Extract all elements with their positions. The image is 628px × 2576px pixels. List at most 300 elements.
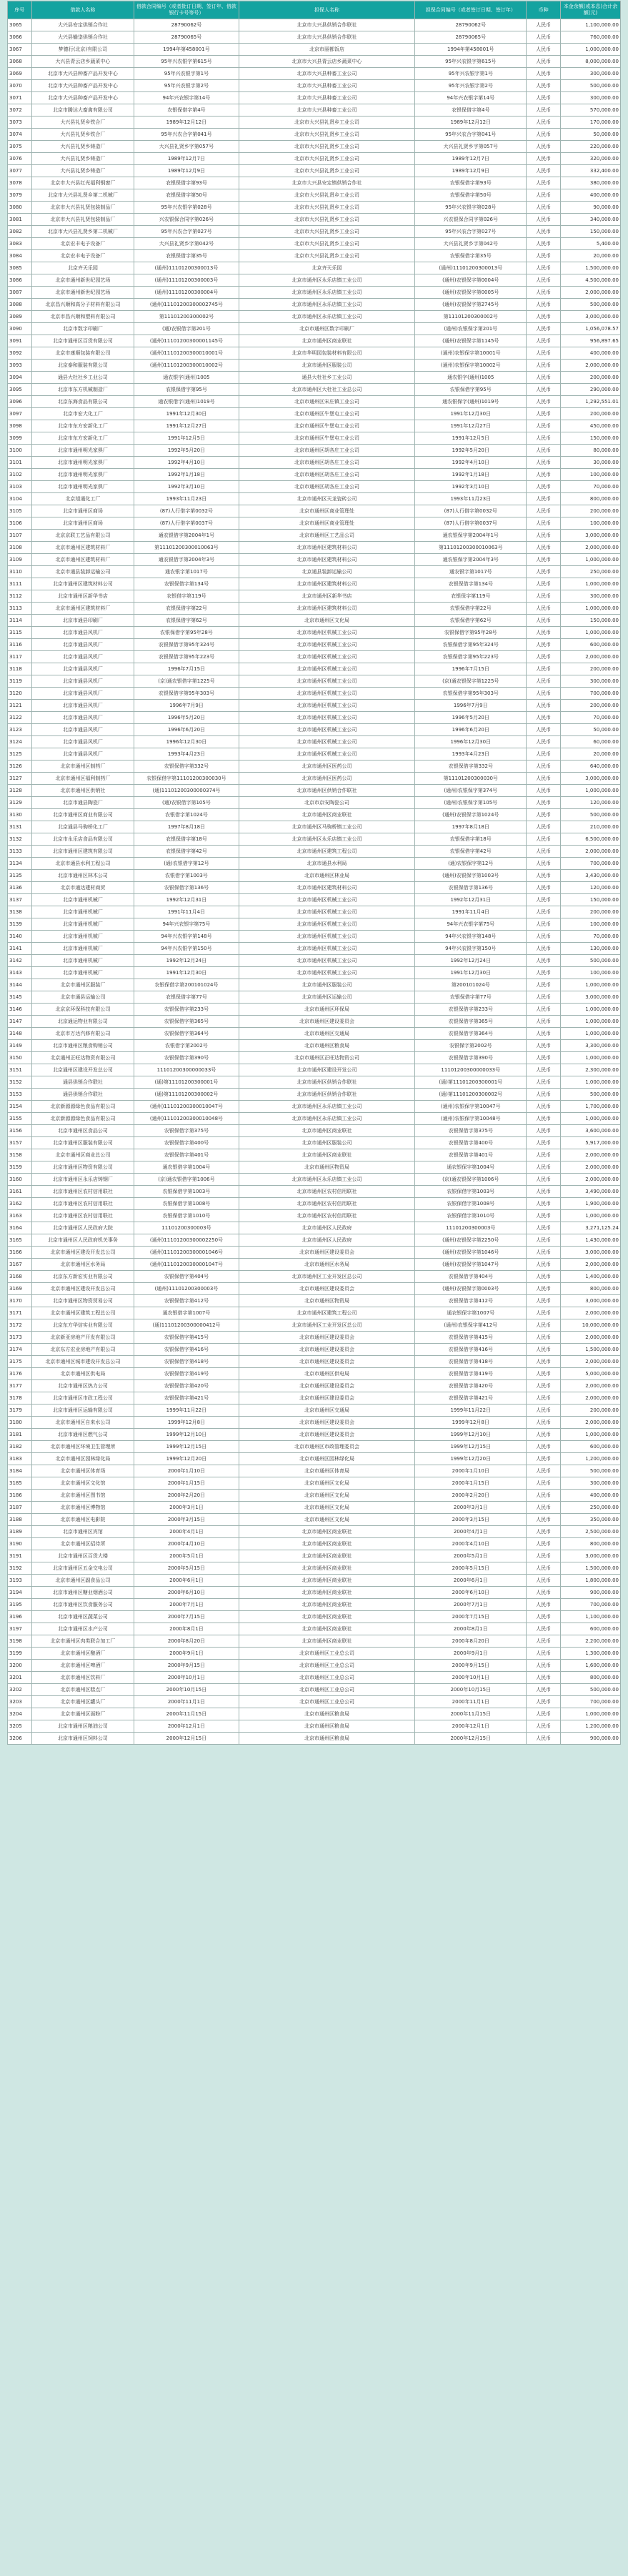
cell-seq: 3075 [8,141,32,153]
cell-guarantee-contract: 95年兴农合字第027号 [415,226,527,238]
cell-loan-contract: 2000年2月20日 [134,1490,239,1502]
cell-seq: 3162 [8,1198,32,1210]
cell-borrower: 北京宏丰电子设备厂 [31,250,134,262]
cell-guarantor: 北京市通州区机械工业公司 [239,712,415,724]
table-row [8,80,621,92]
cell-currency: 人民币 [527,1502,561,1514]
cell-seq: 3145 [8,991,32,1004]
cell-borrower: 北京市通州区燃气公司 [31,1429,134,1441]
cell-balance: 2,000,000.00 [561,1392,621,1405]
cell-currency: 人民币 [527,931,561,943]
cell-currency: 人民币 [527,1538,561,1550]
table-row [8,675,621,688]
cell-guarantee-contract: 农银保借字第1010号 [415,1210,527,1222]
cell-balance: 70,000.00 [561,712,621,724]
cell-loan-contract: 1996年7月9日 [134,700,239,712]
cell-borrower: 北京市通州区糖业烟酒公司 [31,1587,134,1599]
table-row [8,384,621,396]
cell-balance: 200,000.00 [561,372,621,384]
cell-guarantor: 北京市通州区交通局 [239,1405,415,1417]
cell-borrower: 北京市通州机械厂 [31,906,134,918]
cell-seq: 3144 [8,979,32,991]
table-row [8,1648,621,1660]
cell-guarantee-contract: (通)第11101200300001号 [415,1076,527,1089]
cell-currency: 人民币 [527,1465,561,1477]
cell-balance: 300,000.00 [561,675,621,688]
cell-borrower: 北京旭通化工厂 [31,493,134,505]
cell-balance: 70,000.00 [561,481,621,493]
cell-guarantor: 北京市通州区商业联社 [239,1575,415,1587]
cell-guarantor: 北京市通州区机械工业公司 [239,967,415,979]
cell-borrower: 北京京联工艺品有限公司 [31,530,134,542]
cell-loan-contract: 95年兴农合字第027号 [134,226,239,238]
cell-borrower: 北京市通州机械厂 [31,918,134,931]
cell-guarantor: 北京市通州区机械工业公司 [239,639,415,651]
cell-currency: 人民币 [527,846,561,858]
cell-currency: 人民币 [527,1283,561,1295]
table-row [8,627,621,639]
cell-loan-contract: 1996年12月30日 [134,736,239,748]
cell-guarantor: 北京市通州区建设委员会 [239,1417,415,1429]
cell-seq: 3146 [8,1004,32,1016]
cell-borrower: 北京市通州区热力公司 [31,1380,134,1392]
cell-borrower: 大兴县青云店乡蔬菜中心 [31,56,134,68]
cell-loan-contract: 11101200300000033号 [134,1064,239,1076]
cell-balance: 100,000.00 [561,918,621,931]
cell-guarantee-contract: 大兴县礼贤乡字第042号 [415,238,527,250]
cell-borrower: 北京市通州明光家俱厂 [31,469,134,481]
cell-guarantor: 北京市通州区机械工业公司 [239,955,415,967]
cell-balance: 1,500,000.00 [561,1562,621,1575]
cell-loan-contract: 农银保借字第419号 [134,1368,239,1380]
cell-loan-contract: 95年兴农银字第1号 [134,68,239,80]
cell-guarantee-contract: 第11101200300030号 [415,773,527,785]
cell-guarantor: 北京市通州区商业联社 [239,1550,415,1562]
cell-currency: 人民币 [527,833,561,846]
cell-balance: 2,200,000.00 [561,1635,621,1648]
cell-seq: 3107 [8,530,32,542]
table-row [8,615,621,627]
cell-guarantor: 北京市通州区商业联社 [239,1526,415,1538]
table-row [8,1368,621,1380]
cell-guarantor: 北京市通州区建设委员会 [239,1247,415,1259]
cell-balance: 500,000.00 [561,1089,621,1101]
cell-loan-contract: (通)农银借字第12号 [134,858,239,870]
cell-guarantor: 北京市通州区林业局 [239,870,415,882]
cell-guarantor: 北京市通州区建筑材料公司 [239,578,415,590]
cell-borrower: 北京市通州区物资有限公司 [31,1161,134,1174]
table-row [8,566,621,578]
cell-loan-contract: 农银保借字第11101200300030号 [134,773,239,785]
table-row [8,238,621,250]
table-row [8,189,621,202]
cell-seq: 3168 [8,1271,32,1283]
cell-loan-contract: 农银保借字第18号 [134,833,239,846]
cell-balance: 500,000.00 [561,809,621,821]
cell-currency: 人民币 [527,1149,561,1161]
cell-guarantee-contract: 94年兴农银字第75号 [415,918,527,931]
cell-guarantee-contract: (通州)农银保字第10001号 [415,347,527,360]
header-borrower: 借款人名称 [31,1,134,19]
cell-balance: 1,900,000.00 [561,1198,621,1210]
cell-currency: 人民币 [527,238,561,250]
cell-borrower: 北京市大兴县种畜产品开发中心 [31,68,134,80]
cell-seq: 3193 [8,1575,32,1587]
cell-borrower: 北京市通州区林木公司 [31,870,134,882]
cell-seq: 3133 [8,846,32,858]
cell-seq: 3091 [8,335,32,347]
cell-currency: 人民币 [527,1696,561,1708]
cell-currency: 人民币 [527,1392,561,1405]
cell-loan-contract: 农银保借字第233号 [134,1004,239,1016]
cell-borrower: 通县供销合作联社 [31,1076,134,1089]
cell-loan-contract: 94年兴农银字第150号 [134,943,239,955]
cell-seq: 3087 [8,287,32,299]
cell-guarantor: 北京市大兴县礼贤乡工业公司 [239,238,415,250]
table-row [8,68,621,80]
cell-borrower: 北京市通州机械厂 [31,967,134,979]
cell-currency: 人民币 [527,1672,561,1684]
cell-guarantor: 北京市大兴县礼贤乡工业公司 [239,214,415,226]
cell-seq: 3094 [8,372,32,384]
cell-loan-contract: 1992年3月10日 [134,481,239,493]
cell-seq: 3196 [8,1611,32,1623]
cell-guarantor: 北京市通州区机械工业公司 [239,906,415,918]
cell-loan-contract: 1989年12月12日 [134,117,239,129]
cell-borrower: 北京市通州区水务局 [31,1259,134,1271]
cell-seq: 3150 [8,1052,32,1064]
cell-loan-contract: 2000年9月15日 [134,1660,239,1672]
cell-loan-contract: 1996年6月20日 [134,724,239,736]
cell-loan-contract: 农银保借字第95号 [134,384,239,396]
cell-loan-contract: 通农银借字第1004号 [134,1161,239,1174]
cell-balance: 8,000,000.00 [561,56,621,68]
cell-guarantor: 北京市通州区永乐店镇工业公司 [239,299,415,311]
cell-seq: 3070 [8,80,32,92]
cell-balance: 1,400,000.00 [561,1271,621,1283]
cell-loan-contract: (通州)11101200300013号 [134,262,239,274]
cell-borrower: 北京通运物业有限公司 [31,1016,134,1028]
cell-guarantor: 北京市大兴县礼贤乡工业公司 [239,153,415,165]
cell-seq: 3179 [8,1405,32,1417]
cell-borrower: 北京市通州区电影院 [31,1514,134,1526]
cell-seq: 3072 [8,104,32,117]
table-row [8,1623,621,1635]
cell-guarantor: 北京市通州区胡各庄工业公司 [239,481,415,493]
table-row [8,117,621,129]
cell-seq: 3077 [8,165,32,177]
cell-loan-contract: (通州)11101200300003号 [134,274,239,287]
cell-balance: 500,000.00 [561,299,621,311]
cell-seq: 3098 [8,420,32,432]
cell-guarantor: 北京市大兴县礼贤乡工业公司 [239,165,415,177]
cell-guarantee-contract: 农银保借字第77号 [415,991,527,1004]
table-row [8,92,621,104]
cell-loan-contract: 95年兴农合字第041号 [134,129,239,141]
cell-guarantor: 北京市通州区建筑工程公司 [239,1307,415,1319]
cell-currency: 人民币 [527,408,561,420]
cell-guarantor: 北京市通州区服装公司 [239,1137,415,1149]
table-row [8,858,621,870]
cell-seq: 3101 [8,457,32,469]
cell-loan-contract: 农银借字第2002号 [134,1040,239,1052]
cell-guarantee-contract: 1999年12月15日 [415,1441,527,1453]
cell-currency: 人民币 [527,603,561,615]
cell-balance: 1,500,000.00 [561,1344,621,1356]
header-guarantee-contract: 担保合同编号（或者签订日期、签订年） [415,1,527,19]
cell-currency: 人民币 [527,627,561,639]
cell-borrower: 北京市康顺包装有限公司 [31,347,134,360]
cell-guarantee-contract: 农银保借字第95号 [415,384,527,396]
cell-guarantee-contract: 11101200300003号 [415,1222,527,1234]
cell-seq: 3190 [8,1538,32,1550]
cell-seq: 3119 [8,675,32,688]
cell-loan-contract: 大兴县礼贤乡字第057号 [134,141,239,153]
cell-borrower: 北京市通州区建设开发总公司 [31,1247,134,1259]
cell-loan-contract: (通州)11101200300010047号 [134,1101,239,1113]
cell-loan-contract: 农银借字第119号 [134,590,239,603]
cell-guarantee-contract: 农银保字第2002号 [415,1040,527,1052]
cell-guarantee-contract: 农银保借字第365号 [415,1016,527,1028]
cell-balance: 1,200,000.00 [561,1720,621,1733]
cell-seq: 3198 [8,1635,32,1648]
table-row [8,1465,621,1477]
cell-loan-contract: (通)11101200300000412号 [134,1319,239,1332]
cell-borrower: 北京市通县风机厂 [31,627,134,639]
cell-balance: 5,400.00 [561,238,621,250]
table-row [8,1453,621,1465]
cell-guarantee-contract: 95年兴农银字第028号 [415,202,527,214]
cell-guarantee-contract: 大兴县礼贤乡字第057号 [415,141,527,153]
cell-currency: 人民币 [527,1089,561,1101]
table-row [8,918,621,931]
cell-guarantor: 北京市大兴县青云店乡蔬菜中心 [239,56,415,68]
cell-balance: 1,100,000.00 [561,1611,621,1623]
cell-loan-contract: 通农银字第1017号 [134,566,239,578]
cell-balance: 3,000,000.00 [561,773,621,785]
cell-borrower: 北京市通县风机厂 [31,688,134,700]
cell-borrower: 北京市通州区罐头厂 [31,1696,134,1708]
cell-currency: 人民币 [527,44,561,56]
cell-borrower: 北京东方华信实业有限公司 [31,1319,134,1332]
cell-guarantor: 北京通县装卸运输公司 [239,566,415,578]
table-row [8,967,621,979]
cell-balance: 10,000,000.00 [561,1319,621,1332]
cell-guarantee-contract: 2000年11月1日 [415,1696,527,1708]
cell-balance: 3,430,000.00 [561,870,621,882]
table-row [8,1076,621,1089]
cell-currency: 人民币 [527,372,561,384]
cell-loan-contract: 2000年5月1日 [134,1550,239,1562]
cell-guarantor: 北京市通州区粮食局 [239,1733,415,1745]
table-row [8,1295,621,1307]
cell-seq: 3156 [8,1125,32,1137]
table-row [8,578,621,590]
cell-loan-contract: 农银保借字第418号 [134,1356,239,1368]
cell-loan-contract: 1996年5月20日 [134,712,239,724]
cell-guarantee-contract: (京)通农银保字第1006号 [415,1174,527,1186]
cell-borrower: 梦德行(北京)有限公司 [31,44,134,56]
cell-loan-contract: 2000年10月1日 [134,1672,239,1684]
cell-seq: 3086 [8,274,32,287]
cell-guarantee-contract: 农银保借字第418号 [415,1356,527,1368]
table-row [8,1562,621,1575]
cell-loan-contract: 第11101200300010063号 [134,542,239,554]
table-row [8,1526,621,1538]
table-row [8,809,621,821]
table-row [8,1222,621,1234]
table-row [8,773,621,785]
cell-guarantee-contract: 2000年3月1日 [415,1502,527,1514]
cell-balance: 3,000,000.00 [561,311,621,323]
cell-currency: 人民币 [527,1562,561,1575]
cell-currency: 人民币 [527,554,561,566]
cell-borrower: 北京市通州区蔬菜公司 [31,1611,134,1623]
cell-balance: 2,000,000.00 [561,1259,621,1271]
cell-guarantor: 北京市通州区建筑材料公司 [239,882,415,894]
cell-loan-contract: 农银保借字第421号 [134,1392,239,1405]
cell-guarantor: 北京市通州区文化局 [239,1502,415,1514]
cell-loan-contract: (京)通农银借字第1006号 [134,1174,239,1186]
cell-guarantor: 北京市通州区工业开发区总公司 [239,1271,415,1283]
cell-guarantor: 北京市通州区粮食局 [239,1720,415,1733]
cell-guarantor: 北京市通州区机械工业公司 [239,931,415,943]
cell-seq: 3071 [8,92,32,104]
table-row [8,736,621,748]
cell-currency: 人民币 [527,189,561,202]
cell-balance: 1,000,000.00 [561,1210,621,1222]
table-row [8,712,621,724]
cell-borrower: 北京市通州区百货大楼 [31,1550,134,1562]
cell-seq: 3080 [8,202,32,214]
cell-guarantee-contract: (通州)农银保字第2250号 [415,1234,527,1247]
cell-balance: 700,000.00 [561,1696,621,1708]
cell-guarantor: 北京市大兴县礼贤乡工业公司 [239,250,415,262]
cell-guarantor: 通县大杜社乡工业公司 [239,372,415,384]
cell-balance: 120,000.00 [561,882,621,894]
cell-guarantee-contract: 1989年12月12日 [415,117,527,129]
cell-balance: 100,000.00 [561,469,621,481]
cell-currency: 人民币 [527,1635,561,1648]
cell-guarantee-contract: (通州)农银保字第0005号 [415,287,527,299]
cell-balance: 200,000.00 [561,663,621,675]
cell-guarantee-contract: 1992年1月18日 [415,469,527,481]
cell-currency: 人民币 [527,530,561,542]
cell-seq: 3148 [8,1028,32,1040]
cell-currency: 人民币 [527,1526,561,1538]
cell-loan-contract: 1992年12月31日 [134,894,239,906]
cell-loan-contract: (通)第11101200300001号 [134,1076,239,1089]
table-row [8,1599,621,1611]
table-row [8,226,621,238]
cell-guarantor: 北京市通州区机械工业公司 [239,724,415,736]
cell-guarantor: 北京市通州区机械工业公司 [239,627,415,639]
cell-seq: 3164 [8,1222,32,1234]
cell-borrower: 北京市通州区商业有限公司 [31,809,134,821]
cell-loan-contract: 2000年8月20日 [134,1635,239,1648]
cell-balance: 2,000,000.00 [561,1149,621,1161]
cell-currency: 人民币 [527,724,561,736]
cell-seq: 3186 [8,1490,32,1502]
cell-balance: 1,500,000.00 [561,262,621,274]
cell-loan-contract: 2000年8月1日 [134,1623,239,1635]
cell-loan-contract: 农银保借字第95年223号 [134,651,239,663]
cell-guarantor: 北京市通州区医药公司 [239,773,415,785]
table-row [8,1720,621,1733]
cell-loan-contract: (通州)11101200300001145号 [134,335,239,347]
cell-seq: 3175 [8,1356,32,1368]
cell-borrower: 北京市通州区人民政府机关事务 [31,1234,134,1247]
table-row [8,323,621,335]
cell-seq: 3082 [8,226,32,238]
cell-borrower: 北京市宏大化工厂 [31,408,134,420]
cell-seq: 3111 [8,578,32,590]
cell-borrower: 北京市大兴县礼贤乡第二机械厂 [31,189,134,202]
cell-borrower: 北京市通县风机厂 [31,736,134,748]
cell-loan-contract: 28790062号 [134,19,239,31]
cell-seq: 3153 [8,1089,32,1101]
cell-currency: 人民币 [527,1271,561,1283]
cell-loan-contract: 2000年11月1日 [134,1696,239,1708]
cell-loan-contract: 2000年5月15日 [134,1562,239,1575]
cell-seq: 3194 [8,1587,32,1599]
cell-currency: 人民币 [527,1222,561,1234]
cell-borrower: 北京市通州明光家俱厂 [31,481,134,493]
cell-borrower: 北京市通州区制药厂 [31,761,134,773]
cell-seq: 3090 [8,323,32,335]
cell-guarantee-contract: 1993年11月23日 [415,493,527,505]
cell-guarantee-contract: 通农银字(通州)1005 [415,372,527,384]
cell-guarantee-contract: (通州)农银保字第412号 [415,1319,527,1332]
cell-guarantee-contract: 2000年6月10日 [415,1587,527,1599]
cell-guarantor: 北京市通州区建设委员会 [239,1356,415,1368]
cell-guarantee-contract: (通州)农银保字第2745号 [415,299,527,311]
cell-guarantee-contract: (通)第11101200300002号 [415,1089,527,1101]
cell-loan-contract: 农银保借字第390号 [134,1052,239,1064]
table-row [8,821,621,833]
cell-currency: 人民币 [527,1161,561,1174]
cell-guarantor: 北京市通州区数字印刷厂 [239,323,415,335]
cell-borrower: 北京市通州新世纪园艺场 [31,287,134,299]
cell-loan-contract: 1991年12月5日 [134,432,239,445]
cell-loan-contract: 2000年7月15日 [134,1611,239,1623]
cell-seq: 3137 [8,894,32,906]
cell-guarantor: 北京市通州区建设委员会 [239,1344,415,1356]
cell-seq: 3169 [8,1283,32,1295]
cell-balance: 800,000.00 [561,1283,621,1295]
cell-currency: 人民币 [527,1733,561,1745]
cell-loan-contract: 2000年12月15日 [134,1733,239,1745]
cell-balance: 1,000,000.00 [561,1076,621,1089]
cell-guarantor: 北京市大兴县礼贤乡工业公司 [239,202,415,214]
cell-guarantee-contract: (通州)农银保字第0004号 [415,274,527,287]
cell-seq: 3127 [8,773,32,785]
cell-balance: 2,000,000.00 [561,1380,621,1392]
table-row [8,955,621,967]
cell-loan-contract: 农银借字第1003号 [134,870,239,882]
cell-currency: 人民币 [527,1247,561,1259]
table-row [8,1186,621,1198]
cell-currency: 人民币 [527,918,561,931]
table-row [8,432,621,445]
cell-loan-contract: 农银保借字第412号 [134,1295,239,1307]
cell-loan-contract: (通州)11101200300010048号 [134,1113,239,1125]
cell-balance: 2,000,000.00 [561,360,621,372]
cell-borrower: 北京新亚房地产开发有限公司 [31,1332,134,1344]
cell-seq: 3081 [8,214,32,226]
cell-loan-contract: 农银保借字第42号 [134,846,239,858]
cell-guarantor: 北京市通州区农村信用联社 [239,1186,415,1198]
